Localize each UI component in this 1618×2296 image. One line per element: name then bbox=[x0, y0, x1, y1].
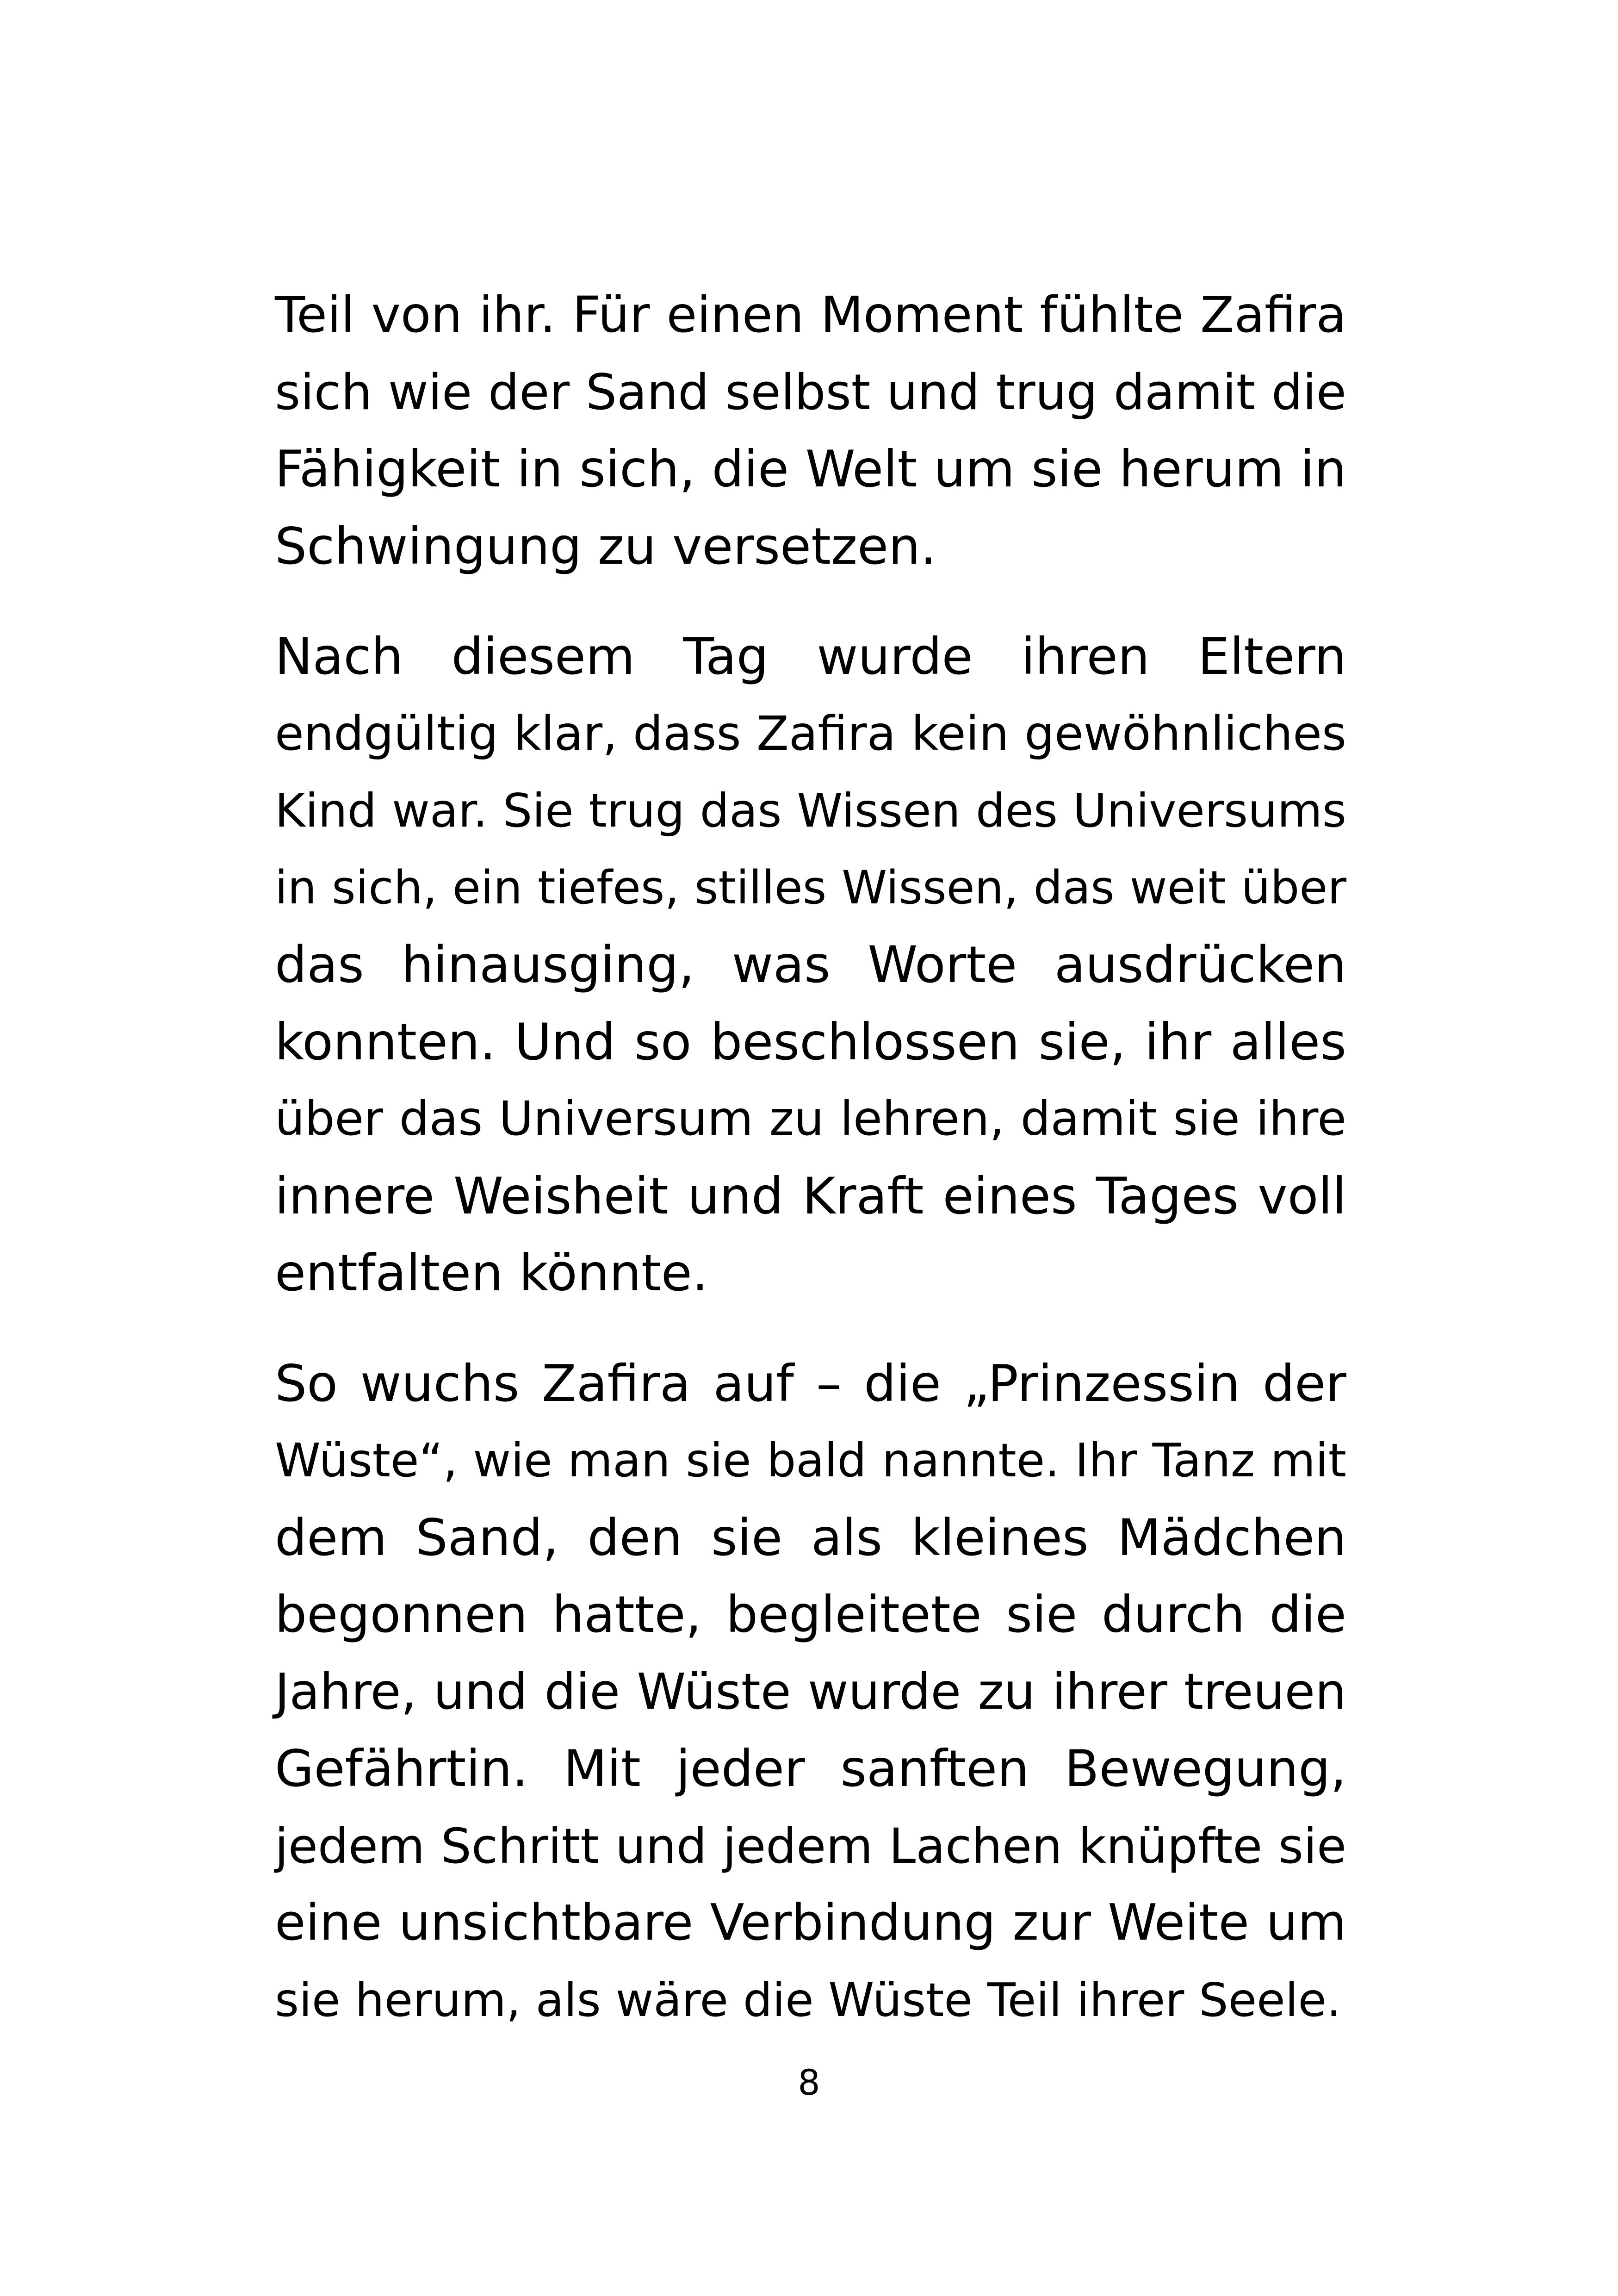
text-line: begonnen hatte, begleitete sie durch die bbox=[275, 1585, 1346, 1644]
body-text bbox=[275, 277, 1346, 2072]
text-line: Jahre, und die Wüste wurde zu ihrer treuen bbox=[275, 1663, 1346, 1721]
text-line: Kind war. Sie trug das Wissen des Universums bbox=[275, 784, 1346, 838]
text-line: Gefährtin. Mit jeder sanften Bewegung, bbox=[275, 1739, 1346, 1798]
text-line: Schwingung zu versetzen. bbox=[275, 516, 936, 576]
text-line: sich wie der Sand selbst und trug damit die bbox=[275, 363, 1346, 421]
paragraph bbox=[275, 277, 1346, 585]
text-line: innere Weisheit und Kraft eines Tages voll bbox=[275, 1166, 1346, 1226]
text-line: in sich, ein tiefes, stilles Wissen, das weit über bbox=[275, 861, 1346, 915]
text-line: Teil von ihr. Für einen Moment fühlte Zafira bbox=[275, 286, 1346, 344]
text-line: Wüste“, wie man sie bald nannte. Ihr Tanz mit bbox=[275, 1433, 1346, 1487]
text-line: über das Universum zu lehren, damit sie ihre bbox=[275, 1091, 1346, 1146]
text-line: So wuchs Zafira auf – die „Prinzessin der bbox=[275, 1354, 1346, 1413]
text-line: sie herum, als wäre die Wüste Teil ihrer Seele. bbox=[275, 1972, 1341, 2027]
page-number: 8 bbox=[798, 2062, 820, 2103]
text-line: entfalten könnte. bbox=[275, 1244, 708, 1302]
text-line: das hinausging, was Worte ausdrücken bbox=[275, 935, 1346, 994]
text-line: eine unsichtbare Verbindung zur Weite um bbox=[275, 1894, 1346, 1952]
text-line: Nach diesem Tag wurde ihren Eltern bbox=[275, 627, 1346, 686]
paragraph bbox=[275, 1345, 1346, 2039]
text-line: konnten. Und so beschlossen sie, ihr alles bbox=[275, 1012, 1346, 1071]
text-line: dem Sand, den sie als kleines Mädchen bbox=[275, 1508, 1346, 1567]
paragraph bbox=[275, 618, 1346, 1312]
text-line: endgültig klar, dass Zafira kein gewöhnliches bbox=[275, 706, 1346, 761]
text-line: jedem Schritt und jedem Lachen knüpfte sie bbox=[275, 1817, 1346, 1874]
text-line: Fähigkeit in sich, die Welt um sie herum in bbox=[275, 440, 1346, 498]
